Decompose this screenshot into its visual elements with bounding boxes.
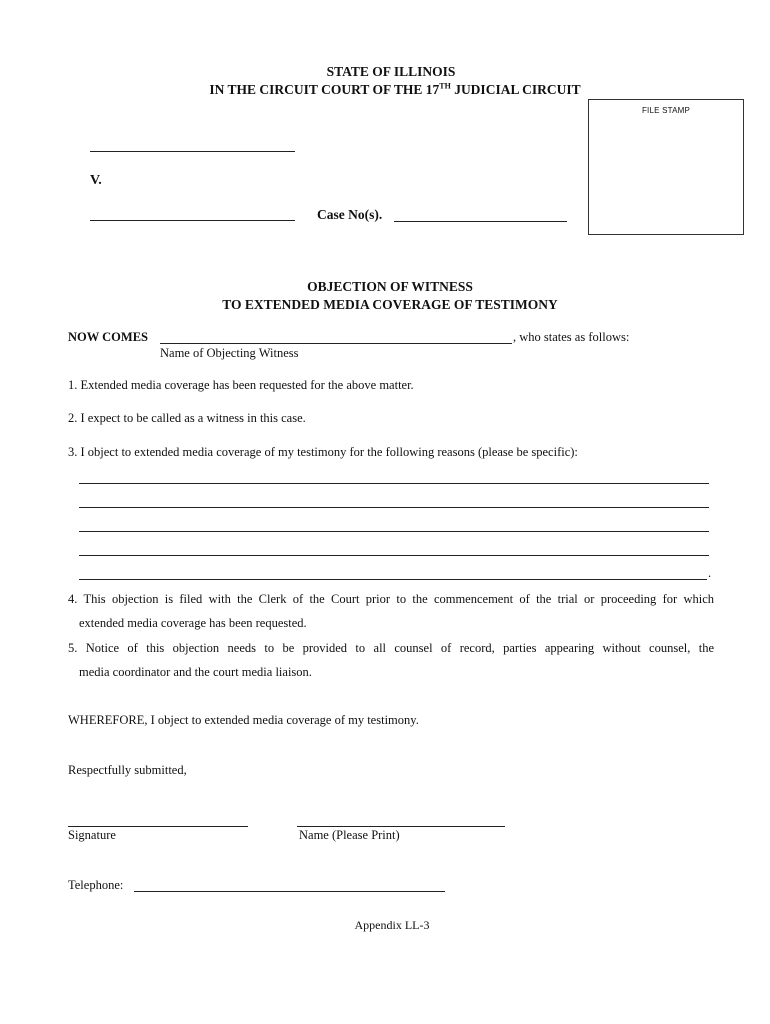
case-number-label: Case No(s). xyxy=(317,207,383,222)
item-5-line2: media coordinator and the court media liaison. xyxy=(79,665,312,679)
respectfully-submitted: Respectfully submitted, xyxy=(68,763,187,777)
court-heading-superscript: TH xyxy=(439,81,451,91)
reason-line-4[interactable] xyxy=(79,555,709,556)
signature-label: Signature xyxy=(68,828,116,842)
now-comes-label: NOW COMES xyxy=(68,330,148,344)
telephone-label: Telephone: xyxy=(68,878,124,892)
form-title-line1: OBJECTION OF WITNESS xyxy=(307,279,473,294)
reason-end-period: . xyxy=(708,566,712,580)
printed-name-line[interactable] xyxy=(297,826,505,827)
signature-line[interactable] xyxy=(68,826,248,827)
file-stamp-label: FILE STAMP xyxy=(641,106,691,115)
item-1: 1. Extended media coverage has been requested for the above matter. xyxy=(68,378,414,392)
reason-line-3[interactable] xyxy=(79,531,709,532)
plaintiff-name-line[interactable] xyxy=(90,151,295,152)
court-heading-suffix: JUDICIAL CIRCUIT xyxy=(450,82,581,97)
reason-line-2[interactable] xyxy=(79,507,709,508)
state-heading: STATE OF ILLINOIS xyxy=(326,64,456,79)
versus-label: V. xyxy=(90,173,102,188)
reason-line-5[interactable] xyxy=(79,579,707,580)
file-stamp-box xyxy=(588,99,744,235)
telephone-line[interactable] xyxy=(134,891,445,892)
witness-name-sublabel: Name of Objecting Witness xyxy=(160,346,299,360)
item-3: 3. I object to extended media coverage of my testimony for the following reasons (please be specific): xyxy=(68,445,578,459)
item-4-line1: 4. This objection is filed with the Clerk of the Court prior to the commencement of the trial or proceeding for which xyxy=(68,592,714,606)
wherefore-statement: WHEREFORE, I object to extended media coverage of my testimony. xyxy=(68,713,419,727)
item-2: 2. I expect to be called as a witness in this case. xyxy=(68,411,306,425)
form-title-line2: TO EXTENDED MEDIA COVERAGE OF TESTIMONY xyxy=(222,297,558,312)
court-heading xyxy=(0,82,770,98)
reason-line-1[interactable] xyxy=(79,483,709,484)
defendant-name-line[interactable] xyxy=(90,220,295,221)
item-4-line2: extended media coverage has been requested. xyxy=(79,616,307,630)
objecting-witness-name-line[interactable] xyxy=(160,343,512,344)
case-number-line[interactable] xyxy=(394,221,567,222)
printed-name-label: Name (Please Print) xyxy=(299,828,400,842)
item-5-line1: 5. Notice of this objection needs to be provided to all counsel of record, parties appearing without counsel, the xyxy=(68,641,714,655)
court-heading-prefix: IN THE CIRCUIT COURT OF THE 17 xyxy=(209,82,440,97)
now-comes-suffix: , who states as follows: xyxy=(513,330,630,344)
appendix-footer: Appendix LL-3 xyxy=(354,918,430,932)
